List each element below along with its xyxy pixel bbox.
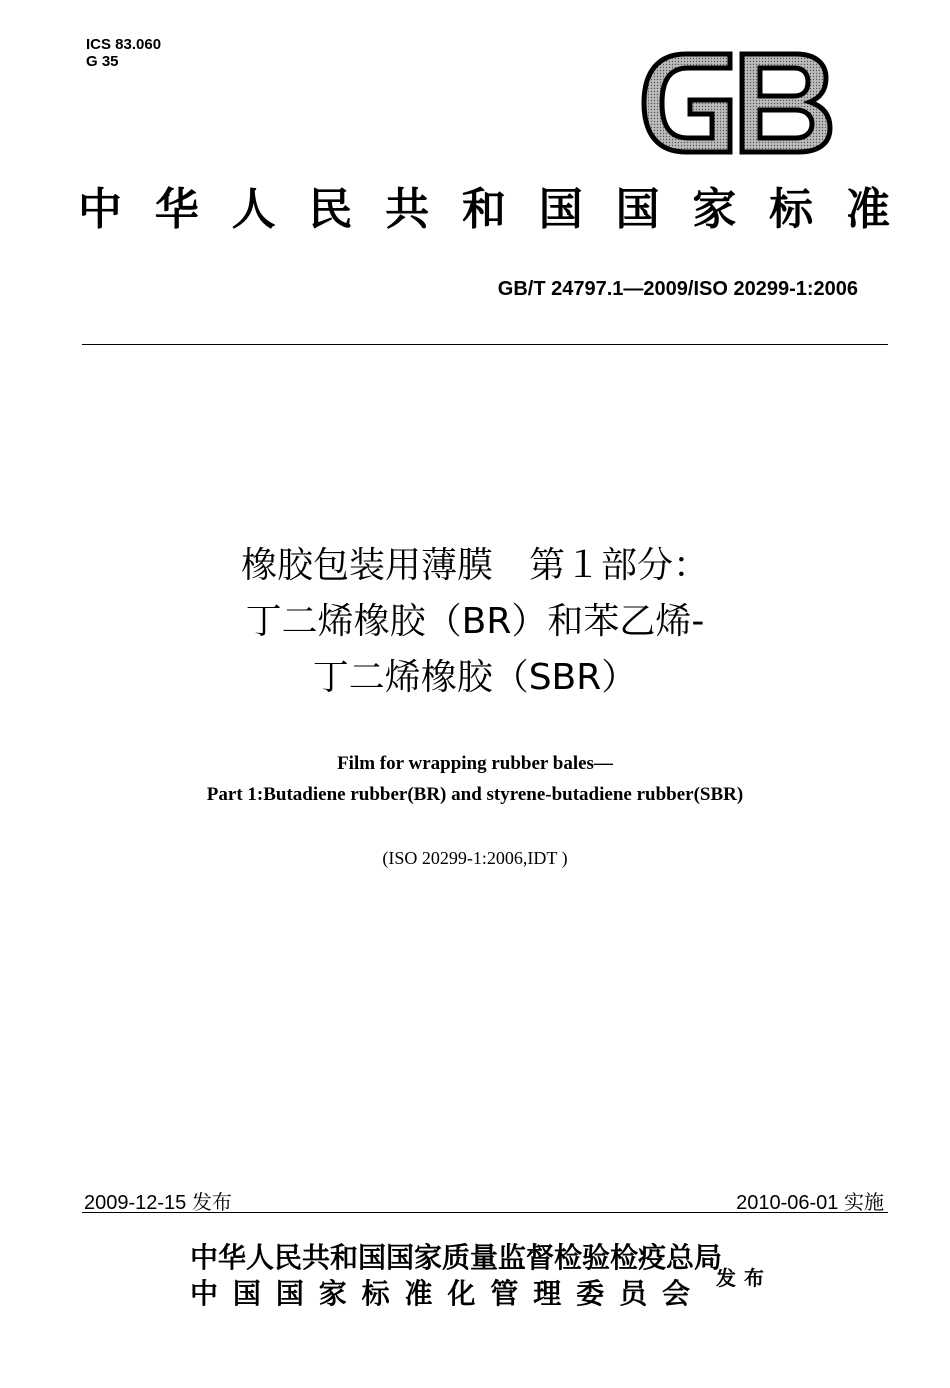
equivalence-note: (ISO 20299-1:2006,IDT ) [382,848,568,868]
org-char: 华 [154,184,199,235]
publish-date: 2009-12-15 发布 [84,1192,232,1214]
org-char: 家 [692,184,737,235]
org-char: 共 [385,184,430,235]
english-title-line: Part 1:Butadiene rubber(BR) and styrene-butadiene rubber(SBR) [206,784,744,805]
org-char: 和 [461,184,506,235]
classification-codes [86,36,161,70]
issuer-char: 委 [576,1277,605,1310]
english-title-line: Film for wrapping rubber bales— [337,753,613,774]
top-divider [82,344,888,345]
issue-label: 发布 [716,1266,772,1290]
org-char: 国 [615,184,660,235]
issuer-char: 理 [533,1277,562,1310]
org-char: 中 [78,184,122,235]
issuer-char: 中 [190,1277,219,1310]
standard-number: GB/T 24797.1—2009/ISO 20299-1:2006 [497,278,858,300]
bottom-divider [82,1212,888,1213]
org-char: 准 [845,184,890,235]
chinese-title [0,538,950,706]
gb-logo [638,48,834,158]
english-title [0,748,950,810]
ccs-code: G 35 [86,53,119,70]
ics-code: ICS 83.060 [86,36,162,53]
issuer-char: 员 [619,1277,648,1310]
issuer-char: 国 [232,1277,261,1310]
chinese-title-line: 丁二烯橡胶（SBR） [312,657,638,698]
issuer-char: 标 [361,1277,390,1310]
org-char: 民 [308,184,353,235]
issuer-char: 会 [661,1277,690,1310]
issuer-char: 管 [490,1277,519,1310]
issuer-char: 家 [318,1277,347,1310]
issuer-sac [190,1276,690,1312]
chinese-title-line: 橡胶包装用薄膜 第１部分： [240,545,709,586]
org-char: 人 [231,184,276,235]
org-char: 标 [769,184,814,235]
issuer-char: 国 [275,1277,304,1310]
org-char: 国 [538,184,583,235]
issuer-aqsiq: 中华人民共和国国家质量监督检验检疫总局 [190,1241,723,1274]
issuer-char: 化 [447,1277,476,1310]
implementation-date: 2010-06-01 实施 [736,1192,884,1214]
issuing-authorities [190,1240,722,1312]
issuer-char: 准 [404,1277,433,1310]
chinese-title-line: 丁二烯橡胶（BR）和苯乙烯- [245,601,705,642]
standard-organization-title [78,182,890,238]
